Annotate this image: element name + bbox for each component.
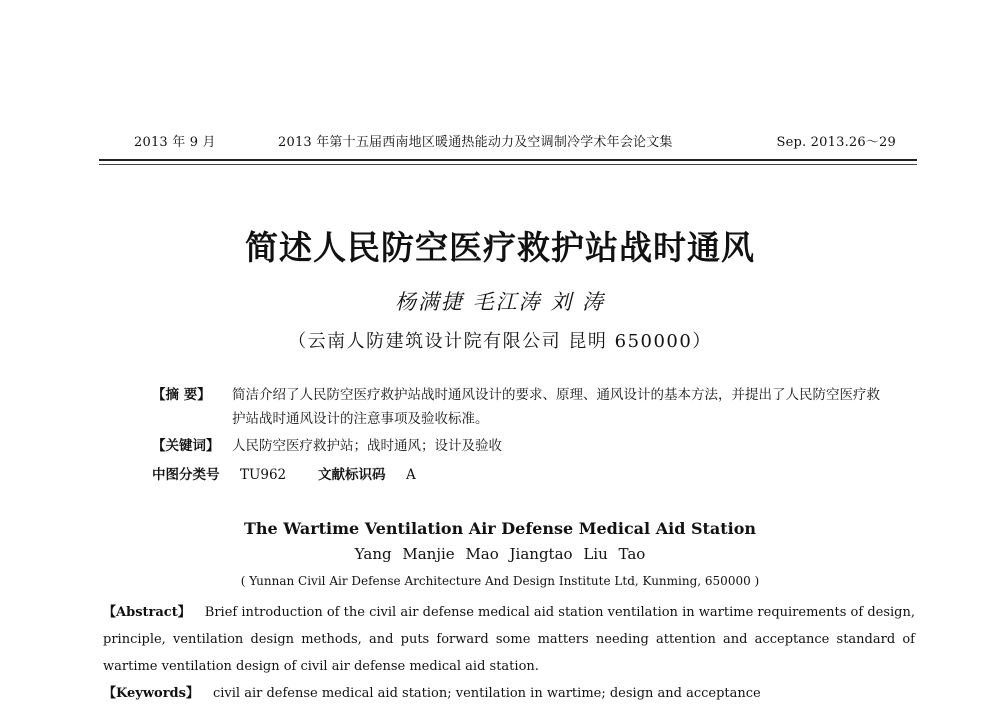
header-date: 2013 年 9 月 (134, 135, 216, 150)
abstract-en-text: Brief introduction of the civil air defense medical aid station ventilation in wartime requirements of design, principle, ventilation design methods, and puts forward some matters needing attention and acceptance standard of wartime ventilation design of civil air defense medical aid station. (103, 605, 915, 674)
doc-code-label: 文献标识码 (318, 467, 386, 483)
affiliation: （云南人防建筑设计院有限公司 昆明 650000） (288, 331, 712, 352)
clc-value: TU962 (240, 467, 287, 483)
keywords-en-text: civil air defense medical aid station; ventilation in wartime; design and acceptance (212, 686, 761, 701)
abstract-en-label: 【Abstract】 (103, 605, 191, 620)
keywords-en-label: 【Keywords】 (103, 686, 199, 701)
header-rule-thin (99, 164, 917, 165)
english-affiliation: ( Yunnan Civil Air Defense Architecture And Design Institute Ltd, Kunming, 650000 ) (240, 574, 760, 588)
doc-code-value: A (406, 467, 416, 483)
clc-label: 中图分类号 (152, 467, 220, 483)
header-dates-en: Sep. 2013.26～29 (776, 135, 896, 150)
paper-title: 简述人民防空医疗救护站战时通风 (245, 228, 755, 267)
abstract-zh-text: 简洁介绍了人民防空医疗救护站战时通风设计的要求、原理、通风设计的基本方法，并提出了人民防空医疗救护站战时通风设计的注意事项及验收标准。 (232, 387, 880, 427)
header-rule-thick (99, 159, 917, 161)
keywords-zh-text: 人民防空医疗救护站；战时通风；设计及验收 (232, 438, 502, 454)
keywords-zh-label: 【关键词】 (152, 438, 220, 454)
abstract-en (103, 599, 915, 680)
header-conference: 2013 年第十五届西南地区暖通热能动力及空调制冷学术年会论文集 (278, 135, 673, 150)
authors: 杨满捷 毛江涛 刘 涛 (394, 290, 606, 314)
abstract-zh-label: 【摘 要】 (152, 387, 211, 403)
english-title: The Wartime Ventilation Air Defense Medical Aid Station (243, 519, 757, 538)
english-authors: Yang Manjie Mao Jiangtao Liu Tao (354, 545, 646, 563)
keywords-en (103, 682, 761, 701)
